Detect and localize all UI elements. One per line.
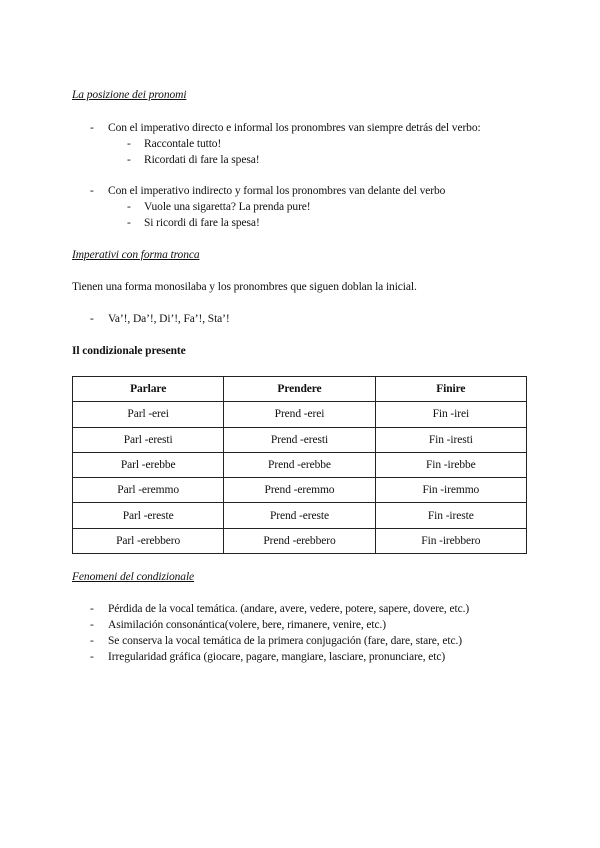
table-row xyxy=(73,528,527,553)
table-cell: Parl -erei xyxy=(73,402,224,427)
table-row xyxy=(73,402,527,427)
table-cell: Parl -eremmo xyxy=(73,478,224,503)
sub-bullet-dash: - xyxy=(127,138,131,150)
table-cell: Prend -erei xyxy=(224,402,375,427)
sub-bullet-dash: - xyxy=(127,201,131,213)
example-text: Raccontale tutto! xyxy=(144,138,222,150)
example-text: Si ricordi di fare la spesa! xyxy=(144,217,260,229)
table-row xyxy=(73,478,527,503)
table-cell: Fin -irebbero xyxy=(375,528,526,553)
example-text: Ricordati di fare la spesa! xyxy=(144,154,260,166)
table-row xyxy=(73,452,527,477)
table-cell: Parl -ereste xyxy=(73,503,224,528)
table-cell: Prend -erebbe xyxy=(224,452,375,477)
bullet-dash: - xyxy=(90,185,94,197)
bullet-text: Con el imperativo indirecto y formal los pronombres van delante del verbo xyxy=(108,185,446,197)
bullet-dash: - xyxy=(90,651,94,663)
table-cell: Fin -iremmo xyxy=(375,478,526,503)
table-header-row xyxy=(73,377,527,402)
bullet-dash: - xyxy=(90,635,94,647)
column-header: Parlare xyxy=(73,377,224,402)
table-cell: Prend -eremmo xyxy=(224,478,375,503)
table-cell: Fin -irebbe xyxy=(375,452,526,477)
bullet-dash: - xyxy=(90,313,94,325)
table-cell: Parl -erebbero xyxy=(73,528,224,553)
bullet-text: Va’!, Da’!, Di’!, Fa’!, Sta’! xyxy=(108,313,230,325)
bullet-text: Asimilación consonántica(volere, bere, rimanere, venire, etc.) xyxy=(108,619,386,631)
bullet-text: Pérdida de la vocal temática. (andare, avere, vedere, potere, sapere, dovere, etc.) xyxy=(108,603,470,615)
table-cell: Parl -erebbe xyxy=(73,452,224,477)
example-text: Vuole una sigaretta? La prenda pure! xyxy=(144,201,311,213)
sub-bullet-dash: - xyxy=(127,154,131,166)
table-row xyxy=(73,427,527,452)
table-cell: Parl -eresti xyxy=(73,427,224,452)
bullet-text: Se conserva la vocal temática de la primera conjugación (fare, dare, stare, etc.) xyxy=(108,635,462,647)
bullet-text: Con el imperativo directo e informal los pronombres van siempre detrás del verbo: xyxy=(108,122,481,134)
section-title-pronomi: La posizione dei pronomi xyxy=(72,89,187,101)
section-title-fenomeni: Fenomeni del condizionale xyxy=(72,571,195,583)
paragraph-text: Tienen una forma monosilaba y los pronombres que siguen doblan la inicial. xyxy=(72,281,417,293)
table-cell: Fin -iresti xyxy=(375,427,526,452)
sub-bullet-dash: - xyxy=(127,217,131,229)
table-cell: Fin -irei xyxy=(375,402,526,427)
table-cell: Prend -ereste xyxy=(224,503,375,528)
bullet-dash: - xyxy=(90,122,94,134)
bullet-dash: - xyxy=(90,619,94,631)
bullet-dash: - xyxy=(90,603,94,615)
table-cell: Fin -ireste xyxy=(375,503,526,528)
section-title-condizionale: Il condizionale presente xyxy=(72,345,186,357)
bullet-text: Irregularidad gráfica (giocare, pagare, mangiare, lasciare, pronunciare, etc) xyxy=(108,651,446,663)
column-header: Prendere xyxy=(224,377,375,402)
table-row xyxy=(73,503,527,528)
section-title-tronca: Imperativi con forma tronca xyxy=(72,249,200,261)
conjugation-table xyxy=(72,376,527,554)
table-cell: Prend -eresti xyxy=(224,427,375,452)
column-header: Finire xyxy=(375,377,526,402)
table-cell: Prend -erebbero xyxy=(224,528,375,553)
